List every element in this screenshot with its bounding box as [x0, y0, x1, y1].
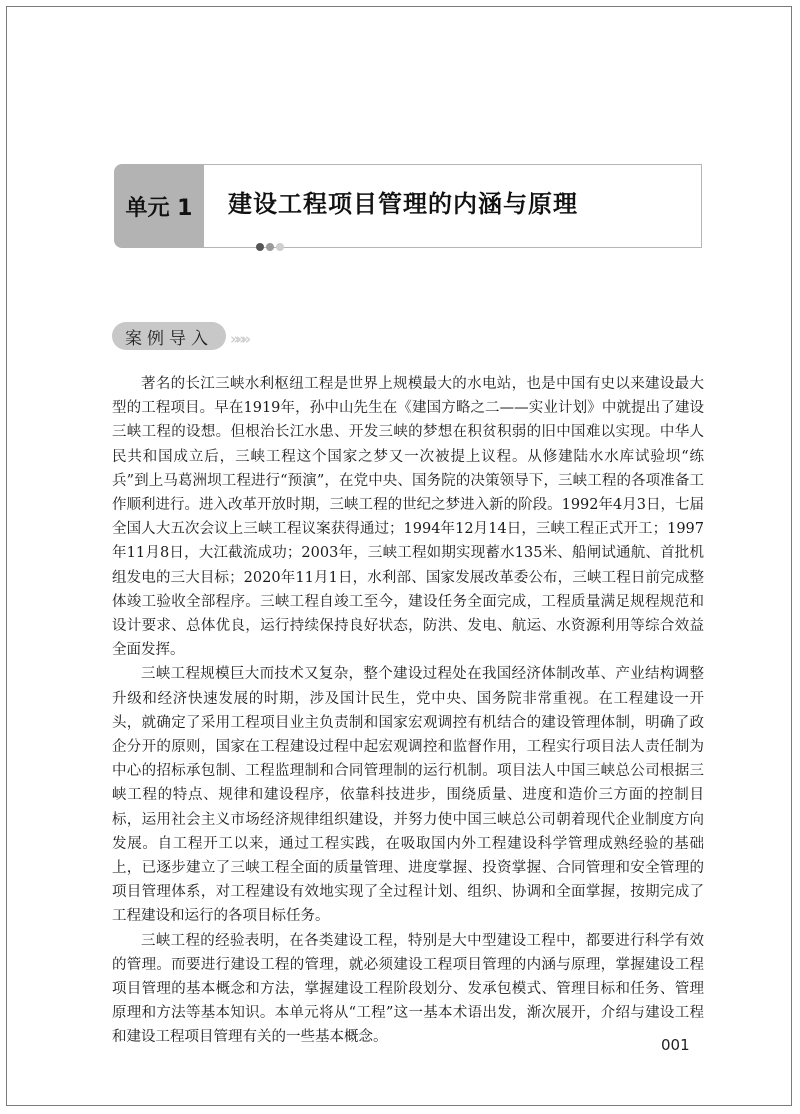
- dot-light: [276, 243, 284, 251]
- paragraph: 著名的长江三峡水利枢纽工程是世界上规模最大的水电站，也是中国有史以来建设最大型的工程项目。早在1919年，孙中山先生在《建国方略之二——实业计划》中就提出了建设三峡工程的设想。但根治长江水患、开发三峡的梦想在积贫积弱的旧中国难以实现。中华人民共和国成立后，三峡工程这个国家之梦又一次被提上议程。从修建陆水水库试验坝“练兵”到上马葛洲坝工程进行“预演”，在党中央、国务院的决策领导下，三峡工程的各项准备工作顺利进行。进入改革开放时期，三峡工程的世纪之梦进入新的阶段。1992年4月3日，七届全国人大五次会议上三峡工程议案获得通过；1994年12月14日，三峡工程正式开工；1997年11月8日，大江截流成功；2003年，三峡工程如期实现蓄水135米、船闸试通航、首批机组发电的三大目标；2020年11月1日，水利部、国家发展改革委公布，三峡工程日前完成整体竣工验收全部程序。三峡工程自竣工至今，建设任务全面完成，工程质量满足规程规范和设计要求、总体优良，运行持续保持良好状态，防洪、发电、航运、水资源利用等综合效益全面发挥。: [112, 376, 704, 659]
- unit-label: 单元 1: [125, 195, 193, 221]
- dot-dark: [256, 243, 264, 251]
- paragraph: 三峡工程规模巨大而技术又复杂，整个建设过程处在我国经济体制改革、产业结构调整升级和经济快速发展的时期，涉及国计民生，党中央、国务院非常重视。在工程建设一开头，就确定了采用工程项目业主负责制和国家宏观调控有机结合的建设管理体制，明确了政企分开的原则，国家在工程建设过程中起宏观调控和监督作用，工程实行项目法人责任制为中心的招标承包制、工程监理制和合同管理制的运行机制。项目法人中国三峡总公司根据三峡工程的特点、规律和建设程序，依靠科技进步，围绕质量、进度和造价三方面的控制目标，运用社会主义市场经济规律组织建设，并努力使中国三峡总公司朝着现代企业制度方向发展。自工程开工以来，通过工程实践，在吸取国内外工程建设科学管理成熟经验的基础上，已逐步建立了三峡工程全面的质量管理、进度掌握、投资掌握、合同管理和安全管理的项目管理体系，对工程建设有效地实现了全过程计划、组织、协调和全面掌握，按期完成了工程建设和运行的各项目标任务。: [112, 666, 704, 925]
- paragraph: 三峡工程的经验表明，在各类建设工程，特别是大中型建设工程中，都要进行科学有效的管理。而要进行建设工程的管理，就必须建设工程项目管理的内涵与原理，掌握建设工程项目管理的基本概念和方法，掌握建设工程阶段划分、发承包模式、管理目标和任务、管理原理和方法等基本知识。本单元将从“工程”这一基本术语出发，渐次展开，介绍与建设工程和建设工程项目管理有关的一些基本概念。: [112, 932, 704, 1046]
- page-number: 001: [661, 1036, 690, 1054]
- section-label-case-intro: [112, 322, 226, 350]
- unit-label-box: [114, 164, 204, 248]
- decorative-dots: [256, 243, 284, 253]
- dot-mid: [266, 243, 274, 251]
- section-label-text: 案例导入: [125, 328, 213, 349]
- double-chevron-icon: »»»: [230, 330, 248, 348]
- body-text: [112, 372, 704, 1050]
- unit-title: 建设工程项目管理的内涵与原理: [228, 190, 578, 218]
